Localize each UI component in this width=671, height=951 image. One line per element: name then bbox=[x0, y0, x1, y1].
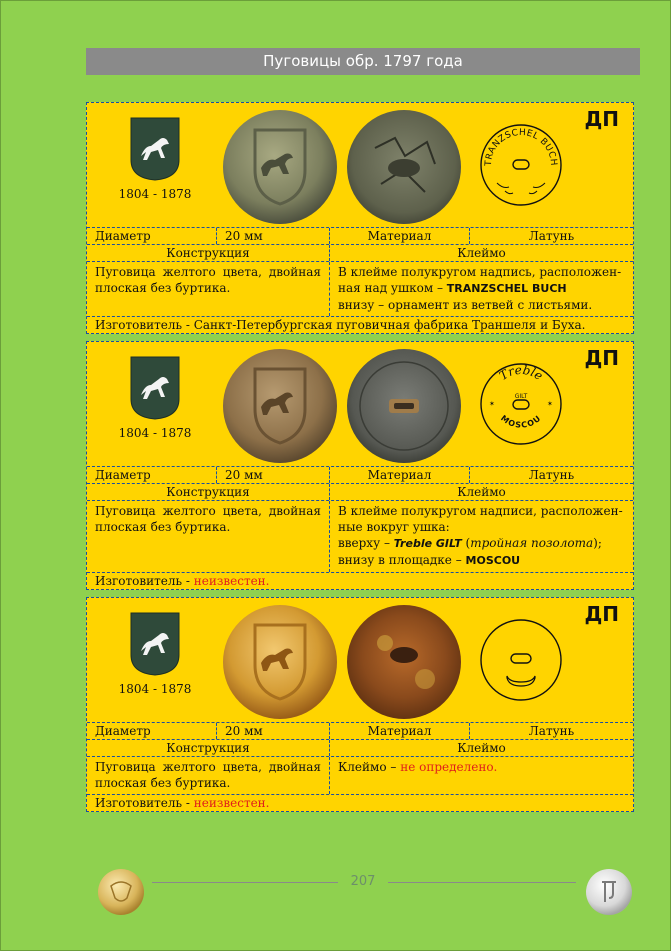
diameter-value: 20 мм bbox=[217, 467, 330, 483]
page-number: 207 bbox=[350, 874, 376, 889]
headers-row bbox=[87, 245, 633, 262]
maker-text bbox=[87, 795, 633, 811]
mark-label: Клеймо bbox=[457, 485, 506, 499]
construction-label: Конструкция bbox=[87, 484, 330, 500]
maker-label: Изготовитель - bbox=[95, 574, 194, 588]
mark-text bbox=[330, 262, 633, 316]
construction-text: Пуговица желтого цвета, двойная плоская без буртика. bbox=[87, 757, 330, 794]
mark-value: не определено. bbox=[400, 760, 498, 774]
material-label: Материал bbox=[330, 467, 470, 483]
mark-line: ные вокруг ушка: bbox=[338, 520, 450, 534]
years-range: 1804 - 1878 bbox=[118, 187, 192, 201]
mark-text bbox=[330, 501, 633, 572]
mark-inscription: TRANZSCHEL BUCH bbox=[446, 282, 567, 295]
mark-line: В клейме полукругом надписи, расположен- bbox=[338, 504, 623, 518]
coat-of-arms-icon bbox=[129, 355, 181, 421]
stamp-text: TRANZSCHEL BUCH bbox=[483, 127, 559, 167]
diameter-label: Диаметр bbox=[87, 467, 217, 483]
maker-stamp-drawing bbox=[479, 123, 563, 207]
badge-dp: ДП bbox=[584, 602, 619, 626]
maker-label: Изготовитель - bbox=[95, 318, 194, 332]
headers-row bbox=[87, 484, 633, 501]
material-label: Материал bbox=[330, 228, 470, 244]
maker-value: неизвестен. bbox=[193, 796, 270, 810]
button-back-image bbox=[345, 347, 463, 465]
page-title: Пуговицы обр. 1797 года bbox=[86, 48, 640, 75]
mark-line: Клеймо – bbox=[338, 760, 401, 774]
footer-line-left bbox=[152, 882, 338, 883]
card-images bbox=[87, 103, 633, 228]
footer-gold-button-icon bbox=[97, 868, 145, 916]
material-value: Латунь bbox=[528, 468, 575, 482]
mark-text bbox=[330, 757, 633, 794]
mark-inscription: Treble GILT bbox=[393, 537, 462, 550]
coat-of-arms-icon bbox=[129, 611, 181, 677]
mark-inscription: MOSCOU bbox=[465, 554, 521, 567]
maker-value: Санкт-Петербургская пуговичная фабрика Траншеля и Буха. bbox=[193, 318, 586, 332]
maker-label: Изготовитель - bbox=[95, 796, 194, 810]
card-images bbox=[87, 342, 633, 467]
mark-label: Клеймо bbox=[457, 246, 506, 260]
diameter-label: Диаметр bbox=[87, 228, 217, 244]
material-label: Материал bbox=[330, 723, 470, 739]
badge-dp: ДП bbox=[584, 346, 619, 370]
svg-text:✶: ✶ bbox=[489, 400, 495, 408]
footer-silver-button-icon bbox=[585, 868, 633, 916]
material-value: Латунь bbox=[528, 724, 575, 738]
button-card-3 bbox=[86, 597, 634, 812]
diameter-value: 20 мм bbox=[217, 228, 330, 244]
mark-line: внизу – орнамент из ветвей с листьями. bbox=[338, 298, 593, 312]
descriptions-row bbox=[87, 501, 633, 573]
card-images bbox=[87, 598, 633, 723]
maker-text bbox=[87, 317, 633, 333]
maker-row bbox=[87, 573, 633, 589]
button-front-image bbox=[221, 108, 339, 226]
svg-text:✶: ✶ bbox=[547, 400, 553, 408]
maker-text bbox=[87, 573, 633, 589]
button-card-2 bbox=[86, 341, 634, 590]
mark-label: Клеймо bbox=[457, 741, 506, 755]
descriptions-row bbox=[87, 262, 633, 317]
svg-text:MOSCOU bbox=[499, 413, 543, 429]
button-front-image bbox=[221, 603, 339, 721]
maker-row bbox=[87, 795, 633, 811]
footer-line-right bbox=[388, 882, 576, 883]
mark-line: внизу в площадке – bbox=[338, 553, 466, 567]
button-back-image bbox=[345, 603, 463, 721]
construction-text: Пуговица желтого цвета, двойная плоская без буртика. bbox=[87, 501, 330, 572]
construction-text: Пуговица желтого цвета, двойная плоская без буртика. bbox=[87, 262, 330, 316]
construction-label: Конструкция bbox=[87, 740, 330, 756]
material-value: Латунь bbox=[528, 229, 575, 243]
specs-row bbox=[87, 723, 633, 740]
svg-text:Treble bbox=[497, 363, 546, 383]
maker-row bbox=[87, 317, 633, 333]
mark-line: ная над ушком – bbox=[338, 281, 447, 295]
years-range: 1804 - 1878 bbox=[118, 426, 192, 440]
headers-row bbox=[87, 740, 633, 757]
stamp-top-text: Treble bbox=[496, 362, 546, 384]
mark-line: ( bbox=[461, 536, 471, 550]
maker-value: неизвестен. bbox=[193, 574, 270, 588]
mark-line: вверху – bbox=[338, 536, 394, 550]
descriptions-row bbox=[87, 757, 633, 795]
badge-dp: ДП bbox=[584, 107, 619, 131]
stamp-bottom-text: MOSCOU bbox=[499, 413, 543, 430]
diameter-value: 20 мм bbox=[217, 723, 330, 739]
mark-line: В клейме полукругом надпись, расположен- bbox=[338, 265, 622, 279]
maker-stamp-drawing bbox=[479, 618, 563, 702]
coat-of-arms-icon bbox=[129, 116, 181, 182]
mark-line: ); bbox=[593, 536, 602, 550]
button-back-image bbox=[345, 108, 463, 226]
button-card-1 bbox=[86, 102, 634, 334]
button-front-image bbox=[221, 347, 339, 465]
construction-label: Конструкция bbox=[87, 245, 330, 261]
diameter-label: Диаметр bbox=[87, 723, 217, 739]
specs-row bbox=[87, 228, 633, 245]
years-range: 1804 - 1878 bbox=[118, 682, 192, 696]
specs-row bbox=[87, 467, 633, 484]
mark-translation: тройная позолота bbox=[470, 536, 594, 550]
maker-stamp-drawing bbox=[479, 362, 563, 446]
stamp-mid-text: GILT bbox=[514, 393, 528, 400]
